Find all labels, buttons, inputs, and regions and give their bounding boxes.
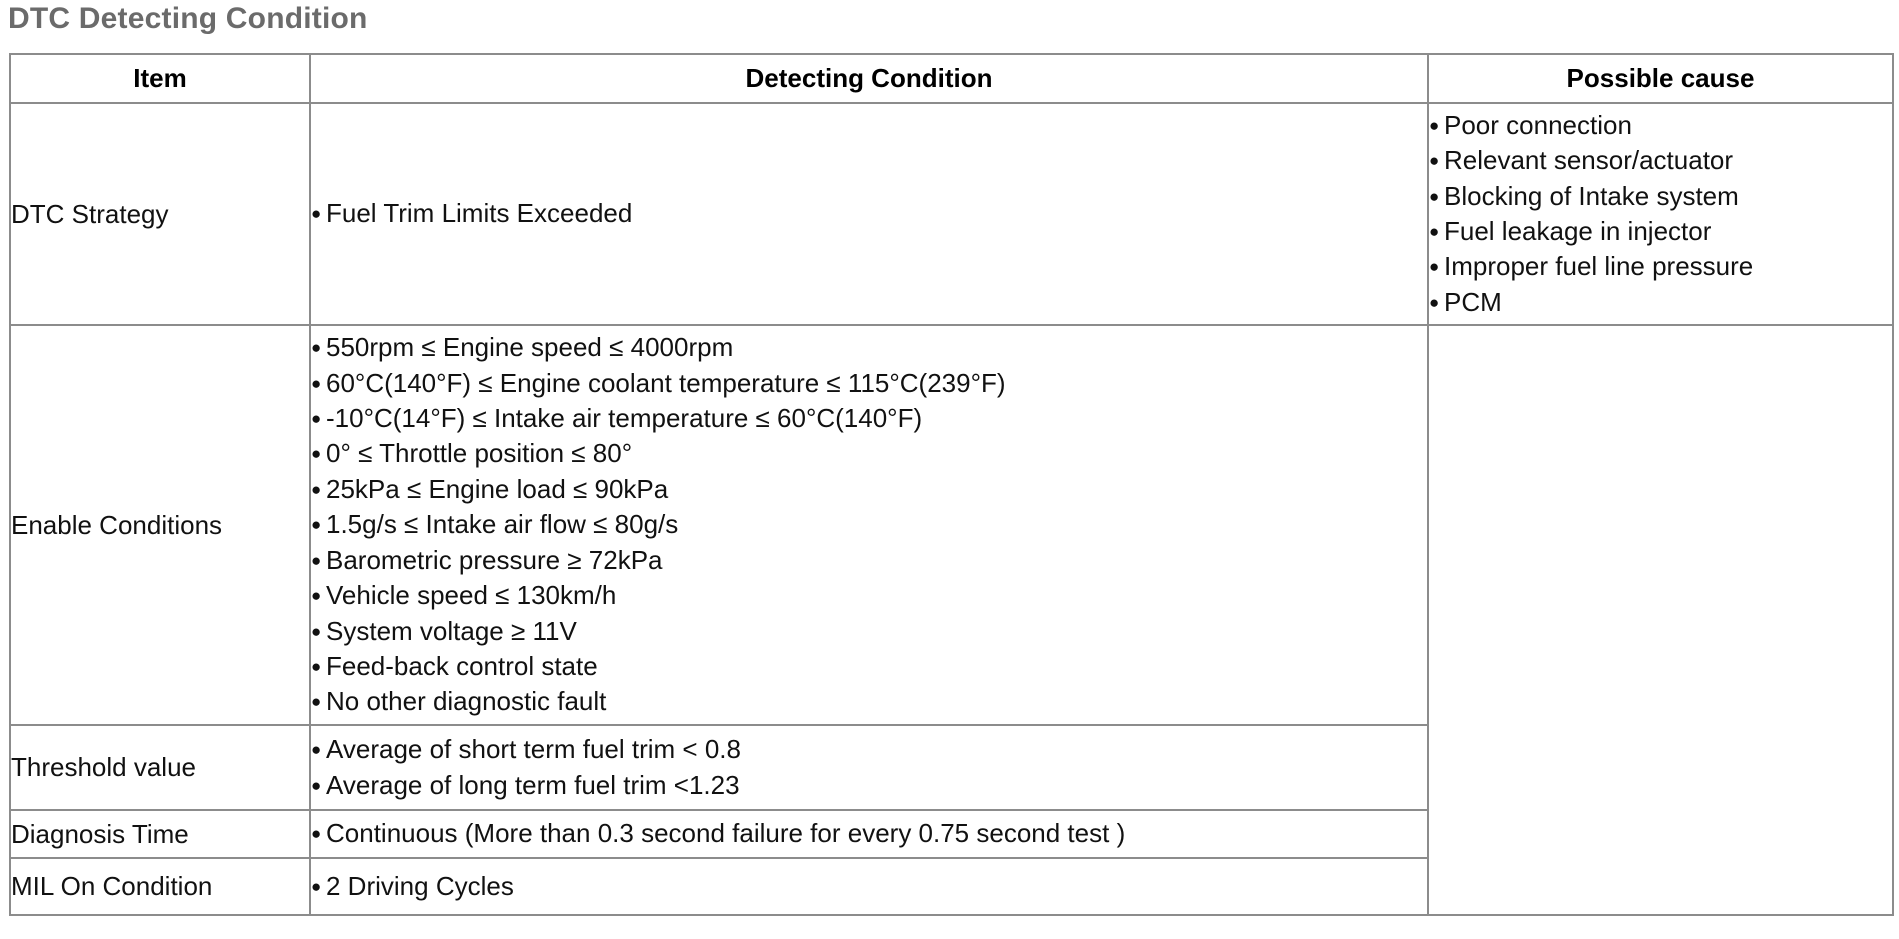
list-item — [1429, 249, 1892, 284]
bullet-icon: ● — [311, 409, 322, 429]
bullet-icon: ● — [311, 515, 322, 535]
bullet-icon: ● — [1429, 186, 1440, 206]
list-item-text: 550rpm ≤ Engine speed ≤ 4000rpm — [326, 332, 734, 363]
header-item: Item — [10, 54, 310, 103]
condition-list-threshold-value — [311, 732, 1427, 803]
list-item-text: Average of short term fuel trim < 0.8 — [326, 734, 741, 765]
list-item — [311, 869, 1427, 904]
list-item-text: Vehicle speed ≤ 130km/h — [326, 580, 617, 611]
list-item-text: Fuel leakage in injector — [1444, 216, 1712, 246]
bullet-icon: ● — [1429, 222, 1440, 241]
list-item-text: Relevant sensor/actuator — [1444, 145, 1734, 176]
header-detecting-condition: Detecting Condition — [310, 54, 1428, 103]
bullet-icon: ● — [311, 586, 322, 606]
list-item — [1429, 179, 1892, 214]
bullet-icon: ● — [311, 479, 322, 499]
header-row — [10, 54, 1893, 103]
list-item — [1429, 108, 1892, 143]
bullet-icon: ● — [1429, 292, 1440, 312]
possible-cause-empty-cell — [1428, 325, 1893, 915]
list-item — [1429, 143, 1892, 178]
list-item — [311, 649, 1427, 684]
list-item-text: 60°C(140°F) ≤ Engine coolant temperature ≤ 115°C(239°F) — [326, 367, 1006, 398]
condition-cell-diagnosis-time — [310, 810, 1428, 858]
list-item — [311, 196, 1427, 231]
condition-list-dtc-strategy — [311, 196, 1427, 231]
item-mil-on-condition: MIL On Condition — [10, 858, 310, 915]
list-item-text: Feed-back control state — [326, 650, 598, 681]
bullet-icon: ● — [1429, 115, 1440, 135]
list-item — [311, 684, 1427, 719]
bullet-icon: ● — [311, 775, 322, 795]
list-item-text: -10°C(14°F) ≤ Intake air temperature ≤ 60°C(140°F) — [326, 403, 923, 434]
list-item — [311, 330, 1427, 365]
dtc-table — [9, 53, 1894, 916]
possible-cause-cell — [1428, 103, 1893, 325]
bullet-icon: ● — [311, 373, 322, 393]
list-item-text: Continuous (More than 0.3 second failure for every 0.75 second test ) — [326, 818, 1126, 849]
list-item-text: Poor connection — [1444, 109, 1632, 140]
condition-list-enable-conditions — [311, 330, 1427, 719]
bullet-icon: ● — [311, 692, 322, 712]
bullet-icon: ● — [311, 876, 322, 896]
list-item — [1429, 285, 1892, 320]
condition-list-diagnosis-time — [311, 816, 1427, 851]
list-item — [311, 366, 1427, 401]
bullet-icon: ● — [311, 621, 322, 641]
list-item-text: PCM — [1444, 286, 1502, 317]
bullet-icon: ● — [311, 338, 322, 358]
condition-cell-dtc-strategy — [310, 103, 1428, 325]
list-item — [311, 768, 1427, 803]
item-threshold-value: Threshold value — [10, 725, 310, 810]
bullet-icon: ● — [1429, 151, 1440, 171]
bullet-icon: ● — [311, 824, 322, 844]
list-item — [311, 816, 1427, 851]
list-item — [311, 578, 1427, 613]
list-item-text: Average of long term fuel trim <1.23 — [326, 769, 740, 800]
list-item-text: Fuel Trim Limits Exceeded — [326, 198, 633, 229]
list-item — [311, 732, 1427, 767]
table-row-dtc-strategy — [10, 103, 1893, 325]
list-item-text: Blocking of Intake system — [1444, 180, 1739, 211]
list-item — [311, 614, 1427, 649]
bullet-icon: ● — [1429, 257, 1440, 277]
bullet-icon: ● — [311, 444, 322, 464]
list-item-text: 25kPa ≤ Engine load ≤ 90kPa — [326, 473, 669, 504]
bullet-icon: ● — [311, 656, 322, 676]
list-item-text: Barometric pressure ≥ 72kPa — [326, 544, 663, 575]
item-enable-conditions: Enable Conditions — [10, 325, 310, 725]
condition-cell-threshold-value — [310, 725, 1428, 810]
table-row-enable-conditions — [10, 325, 1893, 725]
list-item-text: 1.5g/s ≤ Intake air flow ≤ 80g/s — [326, 509, 679, 540]
bullet-icon: ● — [311, 550, 322, 570]
list-item — [311, 472, 1427, 507]
header-possible-cause: Possible cause — [1428, 54, 1893, 103]
list-item-text: 2 Driving Cycles — [326, 870, 514, 901]
list-item-text: 0° ≤ Throttle position ≤ 80° — [326, 438, 633, 469]
possible-cause-list — [1429, 108, 1892, 320]
list-item — [1429, 214, 1892, 249]
list-item — [311, 543, 1427, 578]
condition-cell-enable-conditions — [310, 325, 1428, 725]
list-item-text: No other diagnostic fault — [326, 686, 607, 717]
list-item — [311, 436, 1427, 471]
bullet-icon: ● — [311, 740, 322, 760]
condition-list-mil-on-condition — [311, 869, 1427, 904]
bullet-icon: ● — [311, 204, 322, 224]
list-item — [311, 507, 1427, 542]
list-item — [311, 401, 1427, 436]
page-title: DTC Detecting Condition — [8, 2, 368, 35]
item-diagnosis-time: Diagnosis Time — [10, 810, 310, 858]
list-item-text: System voltage ≥ 11V — [326, 615, 577, 646]
list-item-text: Improper fuel line pressure — [1444, 251, 1754, 282]
item-dtc-strategy: DTC Strategy — [10, 103, 310, 325]
condition-cell-mil-on-condition — [310, 858, 1428, 915]
